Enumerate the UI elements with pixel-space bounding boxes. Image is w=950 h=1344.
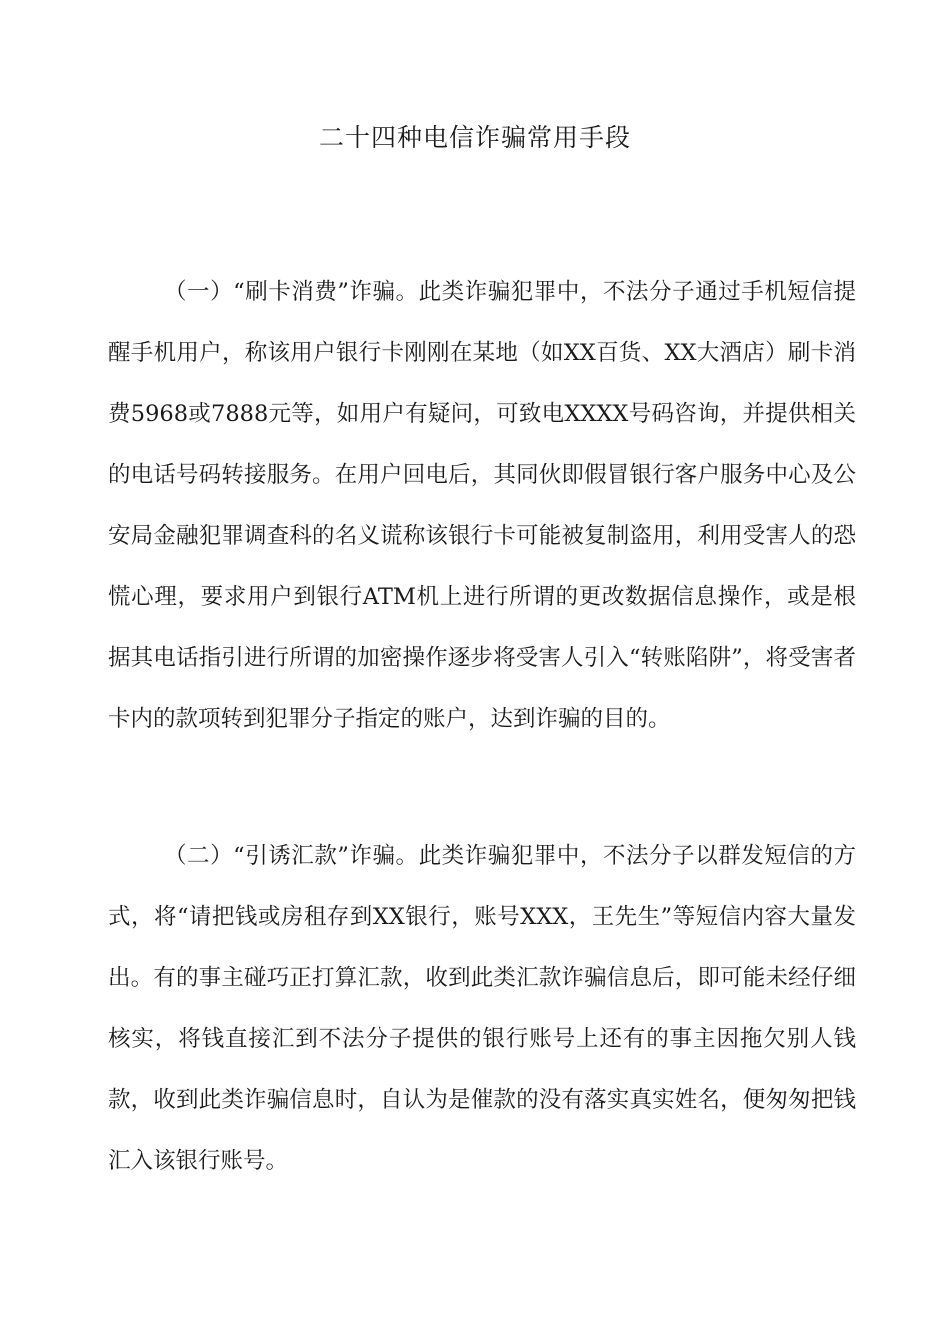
paragraph-card-fraud: （一）“刷卡消费”诈骗。此类诈骗犯罪中，不法分子通过手机短信提醒手机用户，称该用户银行卡刚刚在某地（如XX百货、XX大酒店）刷卡消费5968或7888元等，如用户有疑问，可致电XXXX号码咨询，并提供相关的电话号码转接服务。在用户回电后，其同伙即假冒银行客户服务中心及公安局金融犯罪调查科的名义谎称该银行卡可能被复制盗用，利用受害人的恐慌心理，要求用户到银行ATM机上进行所谓的更改数据信息操作，或是根据其电话指引进行所谓的加密操作逐步将受害人引入“转账陷阱”，将受害者卡内的款项转到犯罪分子指定的账户，达到诈骗的目的。 [108,279,856,732]
document-title: 二十四种电信诈骗常用手段 [318,123,631,152]
paragraph-remittance-fraud: （二）“引诱汇款”诈骗。此类诈骗犯罪中，不法分子以群发短信的方式，将“请把钱或房租存到XX银行，账号XXX，王先生”等短信内容大量发出。有的事主碰巧正打算汇款，收到此类汇款诈骗信息后，即可能未经仔细核实，将钱直接汇到不法分子提供的银行账号上还有的事主因拖欠别人钱款，收到此类诈骗信息时，自认为是催款的没有落实真实姓名，便匆匆把钱汇入该银行账号。 [108,843,856,1174]
